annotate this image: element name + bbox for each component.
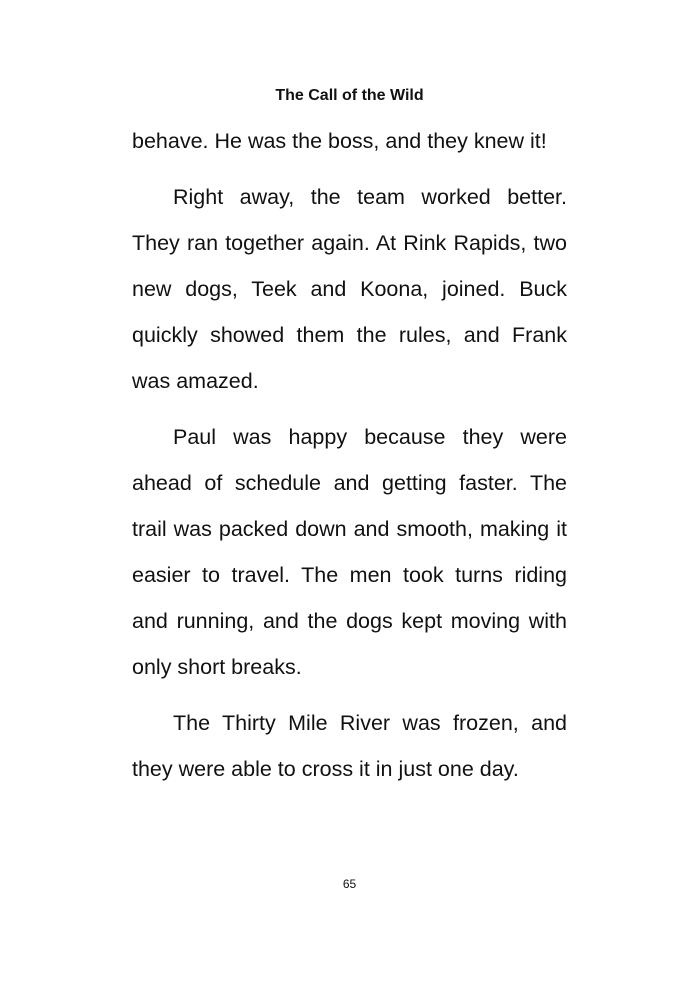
page-number: 65: [342, 877, 357, 891]
running-header-title: The Call of the Wild: [275, 87, 424, 104]
paragraph: The Thirty Mile River was frozen, and they were able to cross it in just one day.: [132, 711, 567, 781]
page-text-body: [132, 118, 567, 802]
paragraph: Paul was happy because they were ahead of schedule and getting faster. The trail was packed down and smooth, making it easier to travel. The men took turns riding and running, and the dogs kept moving with only short breaks.: [132, 425, 567, 679]
paragraph-continuation: behave. He was the boss, and they knew it!: [132, 129, 547, 153]
paragraph: Right away, the team worked better. They ran together again. At Rink Rapids, two new dogs, Teek and Koona, joined. Buck quickly showed them the rules, and Frank was amazed.: [132, 185, 567, 393]
